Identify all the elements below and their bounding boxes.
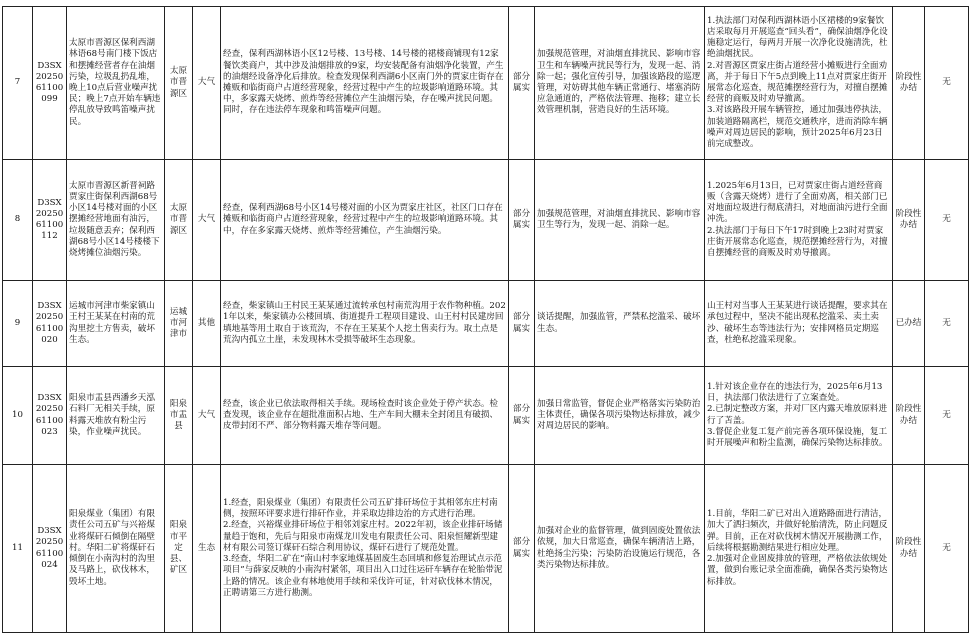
case-code: D3SX2025061100024 (33, 465, 67, 633)
handling-measures: 加强日常监管，督促企业严格落实污染防治主体责任，确保各项污染物达标排放，减少对周边居民的影响。 (535, 367, 705, 465)
progress-item: 山王村对当事人王某某进行谈话提醒，要求其在承包过程中，坚决不能出现私挖滥采、卖土卖沙、破坏生态等违法行为；安排网格员定期巡查，杜绝私挖滥采现象。 (707, 301, 888, 345)
completion-status: 阶段性办结 (893, 367, 925, 465)
table-row (3, 7, 969, 160)
rectification-progress (705, 367, 893, 465)
handling-measures: 谈话提醒，加强监管，严禁私挖滥采、破坏生态。 (535, 281, 705, 367)
table-row (3, 160, 969, 281)
verification-result: 部分属实 (509, 281, 535, 367)
accountability: 无 (925, 367, 969, 465)
rectification-progress (705, 465, 893, 633)
administrative-area: 太原市晋源区 (165, 160, 193, 281)
row-number: 10 (3, 367, 33, 465)
completion-status: 阶段性办结 (893, 7, 925, 160)
row-number: 8 (3, 160, 33, 281)
verification-result: 部分属实 (509, 7, 535, 160)
verification-result: 部分属实 (509, 367, 535, 465)
administrative-area: 阳泉市平定县、矿区 (165, 465, 193, 633)
complaint-content: 运城市河津市柴家镇山王村王某某在村南的荒沟里挖土方售卖，破坏生态。 (67, 281, 165, 367)
rectification-progress (705, 7, 893, 160)
finding-item: 3.经查，华阳二矿在“南山村李家地煤基固废生态回填和修复治理试点示范项目”与薛家反映的小南沟村紧邻，项目出入口过往运矸车辆存在轮胎带泥上路的情况。该企业有林地使用手续和采伐许可证，针对砍伐林木情况，正聘请第三方进行勘测。 (223, 554, 503, 598)
progress-item: 1.执法部门对保利西湖林语小区裙楼的9家餐饮店采取每月开展巡查“回头看”，确保油烟净化设施稳定运行，每两月开展一次净化设施清洗，杜绝油烟扰民。 (707, 15, 888, 60)
progress-item: 1.2025年6月13日，已对贾家庄街占道经营商贩（含露天烧烤）进行了全面劝离，相关部门已对地面垃圾进行彻底清扫，对地面油污进行全面冲洗。 (707, 180, 888, 225)
table-row (3, 465, 969, 633)
investigation-findings: 经查，保利西湖68号小区14号楼对面的小区为贾家庄社区，社区门口存在摊贩和临街商户占道经营现象，经营过程中产生的垃圾影响道路环境。其中，存在多家露天烧烤、煎炸等经营摊位，产生油烟污染。 (221, 160, 509, 281)
finding-item: 1.经查，阳泉煤业（集团）有限责任公司五矿排矸场位于其相邻东庄村南侧，按照环评要求进行排矸作业，并采取边排边治的方式进行治理。 (223, 498, 498, 520)
investigation-findings: 经查，保利西湖林语小区12号楼、13号楼、14号楼的裙楼商铺现有12家餐饮类商户，其中涉及油烟排放的9家，均安装配备有油烟净化装置，产生的油烟经设备净化后排放。检查发现保利西湖6小区南门外的贾家庄街存在摊贩和临街商户占道经营现象，经营过程中产生的垃圾影响道路环境。其中，多家露天烧烤、煎炸等经营摊位产生油烟污染，存在噪声扰民问题。同时，存在违法停车现象和鸣笛噪声问题。 (221, 7, 509, 160)
row-number: 7 (3, 7, 33, 160)
complaint-content: 阳泉市盂县西潘乡天泓石料厂无相关手续，原料露天堆放有粉尘污染，作业噪声扰民。 (67, 367, 165, 465)
case-code: D3SX2025061100023 (33, 367, 67, 465)
investigation-findings: 经查，该企业已依法取得相关手续。现场检查时该企业处于停产状态。检查发现，该企业存在超批准面积占地、生产车间大棚未全封闭且有破损、皮带封闭不严、部分物料露天堆存等问题。 (221, 367, 509, 465)
administrative-area: 阳泉市盂县 (165, 367, 193, 465)
case-code: D3SX2025061100099 (33, 7, 67, 160)
complaint-content: 阳泉煤业（集团）有限责任公司五矿与兴裕煤业将煤矸石倾倒在隔壁村。华阳二矿将煤矸石倾倒在小南沟村的沟里及马路上，砍伐林木，毁坏土地。 (67, 465, 165, 633)
row-number: 9 (3, 281, 33, 367)
case-code: D3SX2025061100020 (33, 281, 67, 367)
pollution-type: 其他 (193, 281, 221, 367)
row-number: 11 (3, 465, 33, 633)
progress-item: 1.针对该企业存在的违法行为，2025年6月13日，执法部门依法进行了立案查处。 (707, 381, 883, 404)
progress-item: 2.对晋源区贾家庄街占道经营小摊贩进行全面劝离，并于每日下午5点到晚上11点对贾家庄街开展常态化巡查，规范摊摆经营行为，对擅自摆摊经营的商贩及时劝导撤离。 (707, 60, 888, 105)
table-row (3, 281, 969, 367)
completion-status: 阶段性办结 (893, 160, 925, 281)
progress-item: 2.已制定整改方案，并对厂区内露天堆放原料进行了苫盖。 (707, 404, 888, 426)
handling-measures: 加强规范管理，对油烟直排扰民、影响市容卫生等行为，发现一起、消除一起。 (535, 160, 705, 281)
complaint-content: 太原市晋源区保利西湖林语68号南门楼下饭店和摆摊经营者存在油烟污染，垃圾乱扔乱堆，晚上10点后营业噪声扰民；晚上7点开始车辆违停乱放导致鸣笛噪声扰民。 (67, 7, 165, 160)
handling-measures: 加强规范管理，对油烟直排扰民、影响市容卫生和车辆噪声扰民等行为，发现一起、消除一起；强化宣传引导，加强该路段的巡逻管理，对妨碍其他车辆正常通行、堵塞消防应急通道的，严格依法管理、拖移；建立长效管理机制，营造良好的生活环境。 (535, 7, 705, 160)
accountability: 无 (925, 7, 969, 160)
case-code: D3SX2025061100112 (33, 160, 67, 281)
pollution-type: 生态 (193, 465, 221, 633)
rectification-progress (705, 281, 893, 367)
complaint-table (2, 6, 969, 633)
progress-item: 2.执法部门于每日下午17时到晚上23时对贾家庄街开展常态化巡查，规范摆摊经营行为，对擅自摆摊经营的商贩及时劝导撤离。 (707, 225, 888, 258)
table-row (3, 367, 969, 465)
rectification-progress (705, 160, 893, 281)
progress-item: 2.加强对企业固废排放的管理，严格依法依规处置，做到台账记录全面准确，确保各类污染物达标排放。 (707, 554, 888, 587)
pollution-type: 大气 (193, 367, 221, 465)
investigation-findings (221, 465, 509, 633)
completion-status: 阶段性办结 (893, 465, 925, 633)
verification-result: 部分属实 (509, 160, 535, 281)
accountability: 无 (925, 281, 969, 367)
administrative-area: 运城市河津市 (165, 281, 193, 367)
pollution-type: 大气 (193, 160, 221, 281)
accountability: 无 (925, 465, 969, 633)
accountability: 无 (925, 160, 969, 281)
investigation-findings: 经查，柴家镇山王村民王某某通过流转承包村南荒沟用于农作物种植。2021年以来，柴家镇办公楼回填、街道提升工程项目建设、山王村村民建房回填地基等用土取自于该荒沟，不存在王某某个人挖土售卖行为。取土点是荒沟内孤立土崖，未发现林木受损等破坏生态现象。 (221, 281, 509, 367)
handling-measures: 加强对企业的监督管理，做到固废处置依法依规，加大日常巡查，确保车辆清洁上路，杜绝扬尘污染；污染防治设施运行规范，各类污染物达标排放。 (535, 465, 705, 633)
progress-item: 3.督促企业复工复产前完善各项环保设施，复工时开展噪声和粉尘监测，确保污染物达标排放。 (707, 426, 888, 448)
complaint-content: 太原市晋源区新晋祠路贾家庄街保利西湖68号小区14号楼对面的小区摆摊经营地面有油污，垃圾随意丢弃；保利西湖68号小区14号楼楼下烧烤摊位油烟污染。 (67, 160, 165, 281)
administrative-area: 太原市晋源区 (165, 7, 193, 160)
progress-item: 1.目前，华阳二矿已对出入道路路面进行清洁，加大了洒扫频次，并做好轮胎清洗，防止问题反弹。目前，正在对砍伐树木情况开展勘测工作，后续将根据勘测结果进行相应处理。 (707, 509, 888, 553)
verification-result: 部分属实 (509, 465, 535, 633)
pollution-type: 大气 (193, 7, 221, 160)
progress-item: 3.对该路段开展车辆管控，通过加强违停执法，加装道路隔离栏，规范交通秩序，进而消除车辆噪声对周边居民的影响，预计2025年6月23日前完成整改。 (707, 105, 888, 150)
finding-item: 2.经查，兴裕煤业排矸场位于相邻刘家庄村。2022年初，该企业排矸场储量趋于饱和，先后与阳泉市南煤龙川发电有限责任公司、阳泉恒耀新型建材有限公司签订煤矸石综合利用协议，煤矸石进行了规范处置。 (223, 520, 503, 553)
completion-status: 已办结 (893, 281, 925, 367)
